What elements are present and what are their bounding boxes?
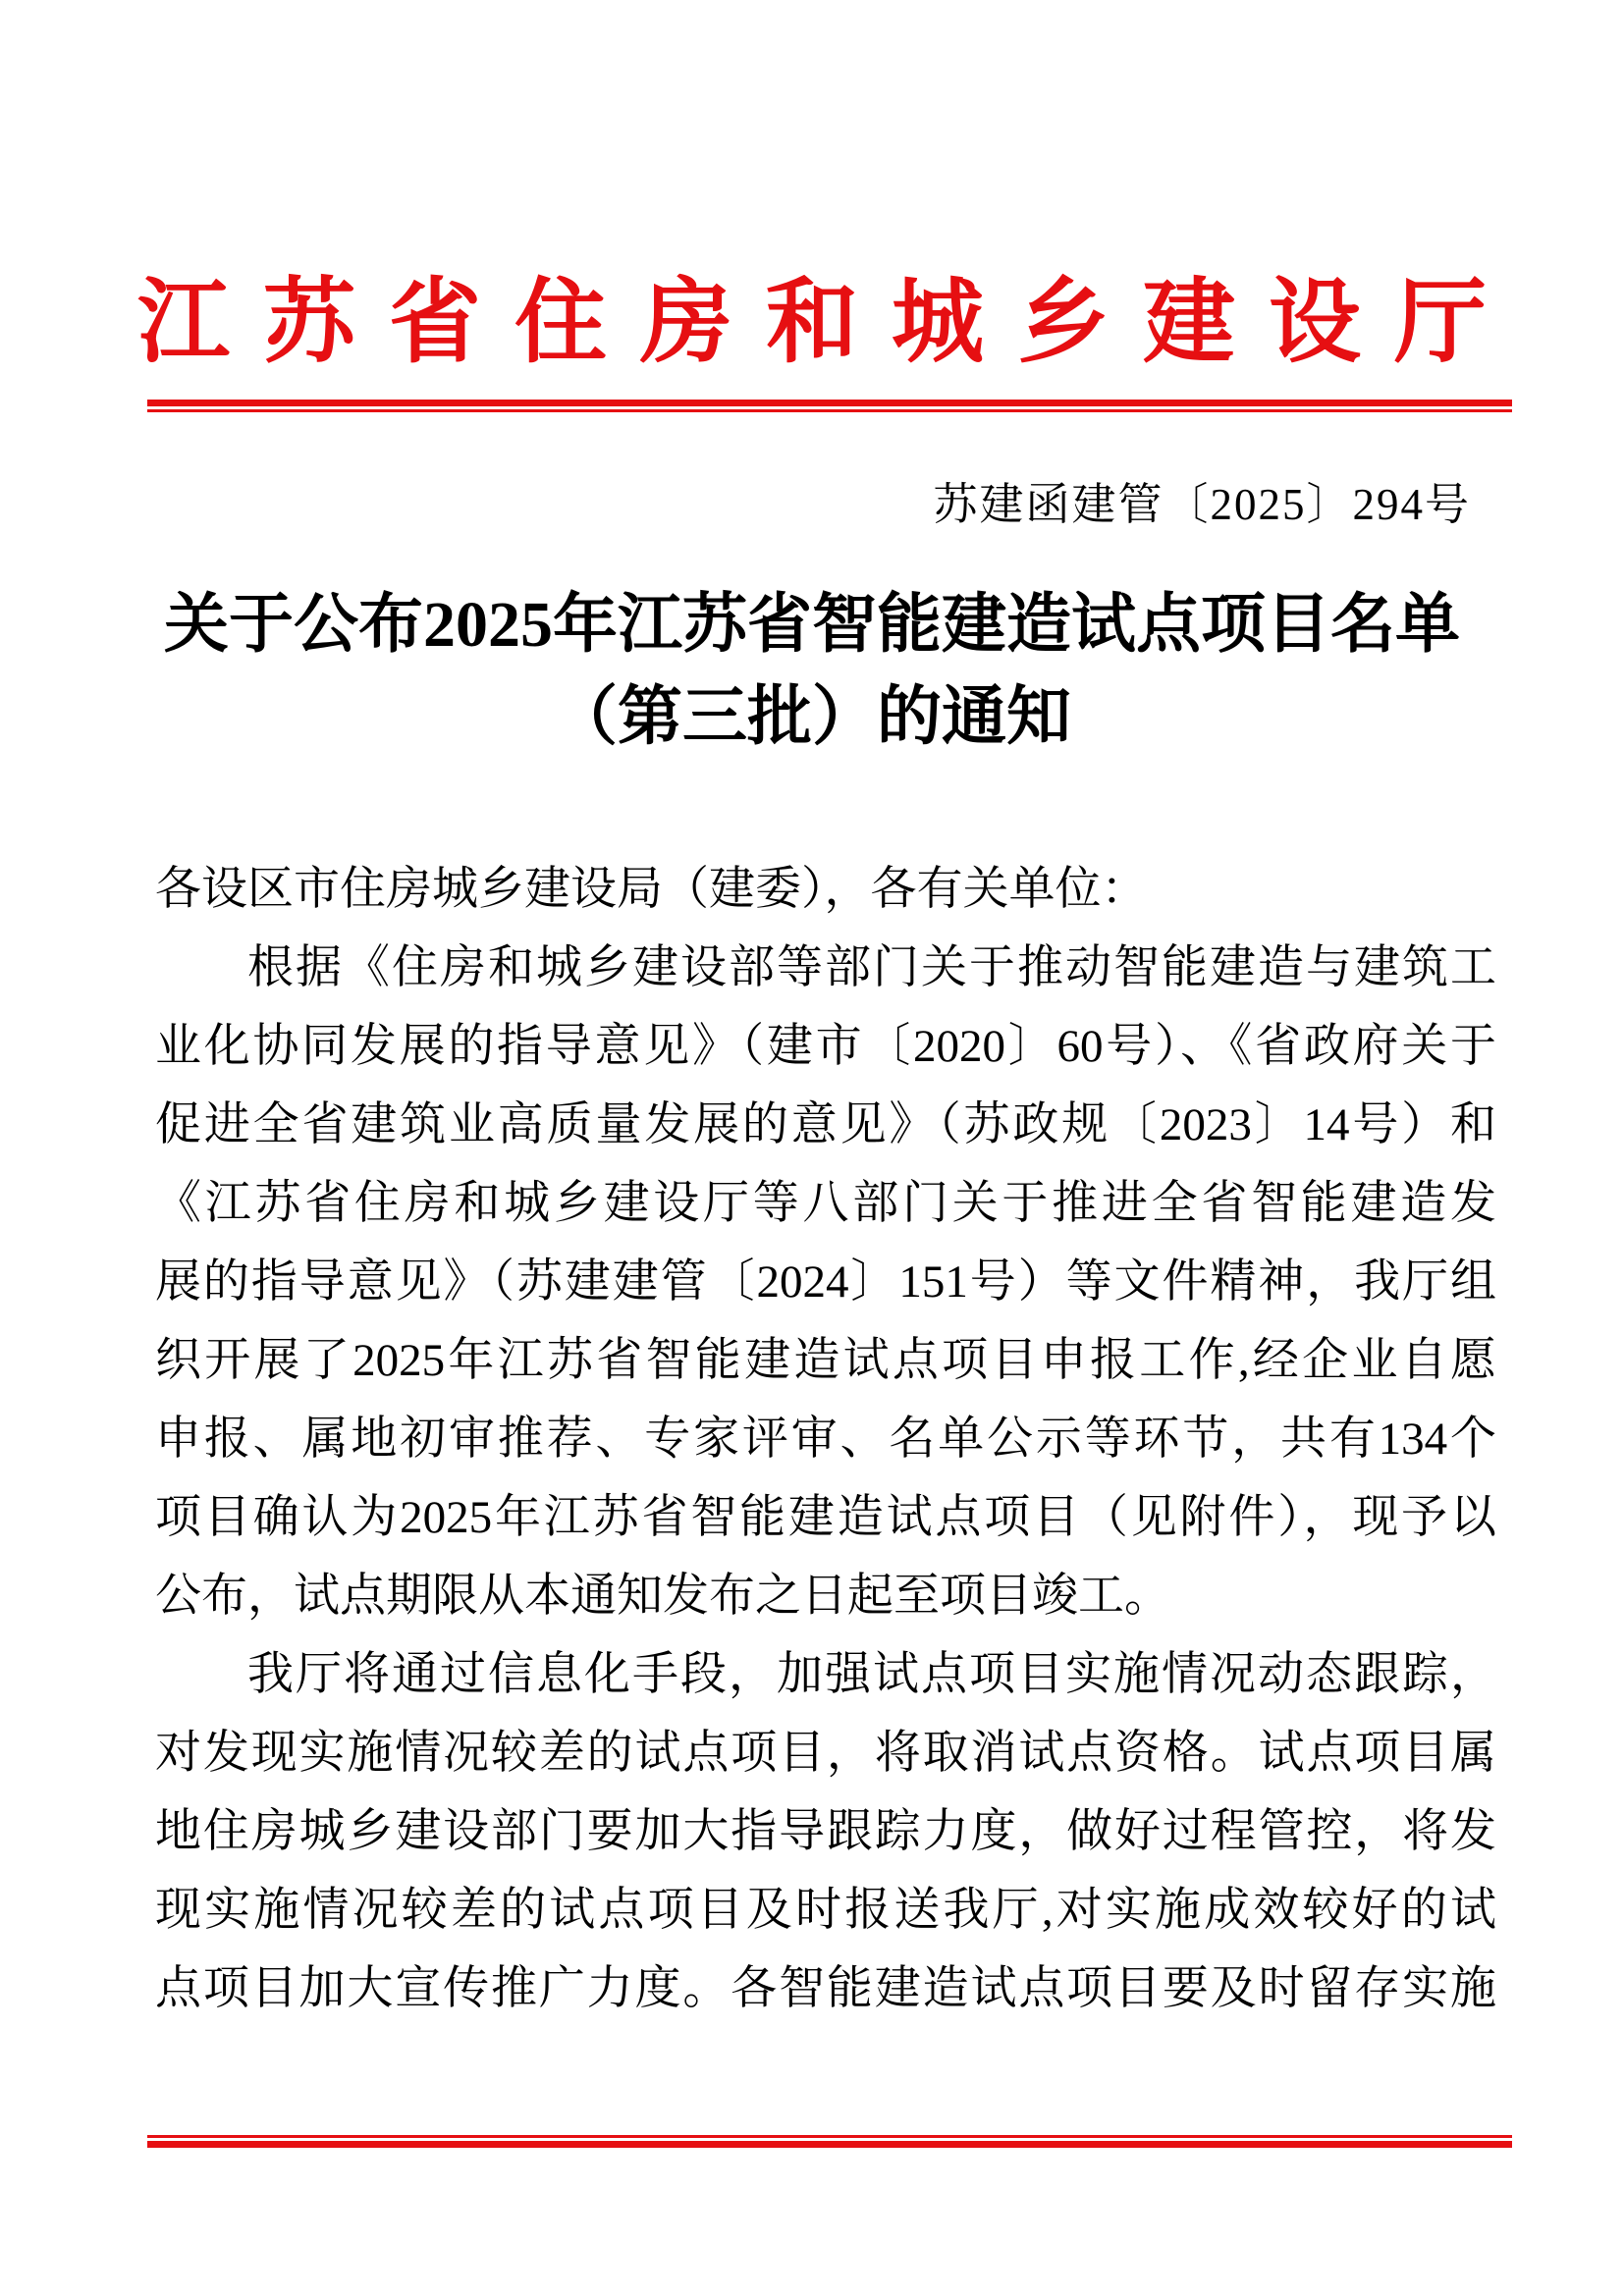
body-line: 对发现实施情况较差的试点项目，将取消试点资格。试点项目属 [155,1728,1496,1779]
agency-letterhead: 江苏省住房和城乡建设厅 [136,272,1520,374]
body-line: 根据《住房和城乡建设部等部门关于推动智能建造与建筑工 [247,942,1496,993]
footer-divider-line [147,2135,1512,2148]
body-line: 点项目加大宣传推广力度。各智能建造试点项目要及时留存实施 [155,1963,1496,2014]
body-line: 现实施情况较差的试点项目及时报送我厅,对实施成效较好的试 [155,1885,1496,1936]
divider-thin-stroke [147,409,1512,412]
body-line: 我厅将通过信息化手段，加强试点项目实施情况动态跟踪， [247,1649,1496,1700]
body-line: 展的指导意见》（苏建建管〔2024〕151号）等文件精神，我厅组 [155,1256,1496,1308]
notice-title-line2: （第三批）的通知 [553,681,1071,753]
body-line: 促进全省建筑业高质量发展的意见》（苏政规〔2023〕14号）和 [155,1099,1496,1150]
body-line: 织开展了2025年江苏省智能建造试点项目申报工作,经企业自愿 [155,1335,1496,1386]
document-number: 苏建函建管〔2025〕294号 [933,480,1471,529]
body-line: 地住房城乡建设部门要加大指导跟踪力度，做好过程管控，将发 [155,1806,1496,1857]
notice-title-line1: 关于公布2025年江苏省智能建造试点项目名单 [164,589,1460,661]
notice-title [0,579,1624,764]
body-line: 《江苏省住房和城乡建设厅等八部门关于推进全省智能建造发 [155,1178,1496,1229]
body-line: 申报、属地初审推荐、专家评审、名单公示等环节，共有134个 [155,1414,1496,1465]
body-line: 项目确认为2025年江苏省智能建造试点项目（见附件），现予以 [155,1492,1496,1543]
body-line: 公布，试点期限从本通知发布之日起至项目竣工。 [155,1571,1170,1622]
letterhead-divider-line [147,400,1512,412]
body-text [155,850,1496,2028]
divider-thick-stroke [147,2141,1512,2148]
divider-thick-stroke [147,400,1512,406]
body-line: 各设区市住房城乡建设局（建委），各有关单位： [155,864,1148,915]
body-line: 业化协同发展的指导意见》（建市〔2020〕60号）、《省政府关于 [155,1021,1496,1072]
